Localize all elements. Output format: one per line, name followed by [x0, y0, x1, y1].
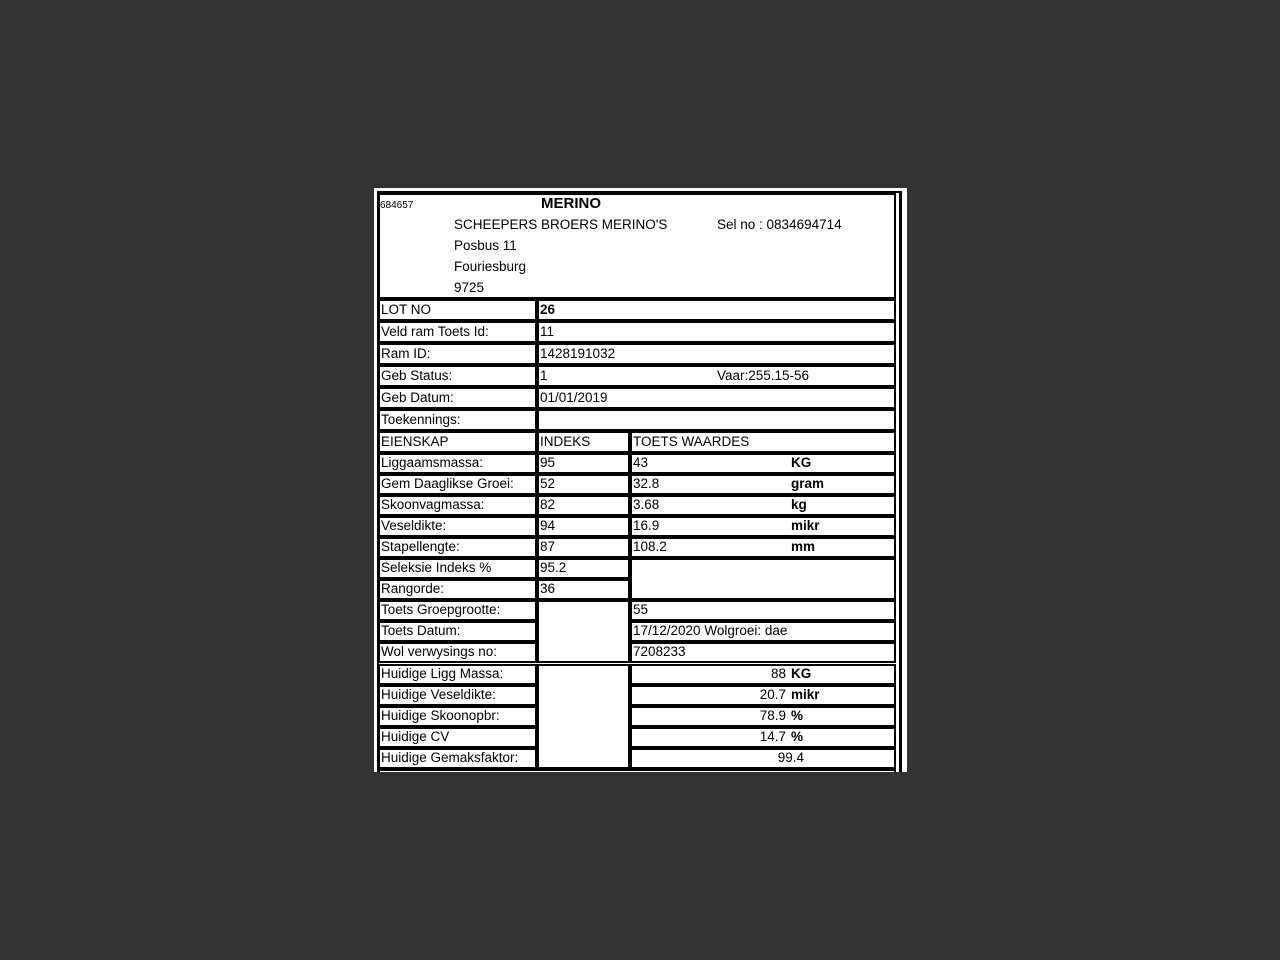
address-line: Posbus 11	[454, 238, 517, 253]
trait-index: 82	[540, 497, 556, 512]
info-value: 1	[540, 368, 548, 383]
info-value-cell	[537, 321, 896, 343]
traits-header-test-values: TOETS WAARDES	[633, 434, 750, 449]
current-value: 99.4	[777, 750, 804, 765]
info-value-cell	[537, 299, 896, 321]
selection-value: 95.2	[540, 560, 567, 575]
current-label: Huidige Skoonopbr:	[381, 708, 500, 723]
test-label: Wol verwysings no:	[381, 644, 498, 659]
current-value: 20.7	[759, 687, 786, 702]
test-label: Toets Datum:	[381, 623, 461, 638]
current-label: Huidige CV	[381, 729, 450, 744]
current-label: Huidige Ligg Massa:	[381, 666, 504, 681]
current-unit: KG	[791, 666, 812, 681]
info-value: 1428191032	[540, 346, 616, 361]
trait-index: 95	[540, 455, 556, 470]
info-label: Geb Status:	[381, 368, 453, 383]
info-value: 01/01/2019	[540, 390, 608, 405]
info-value: 26	[540, 302, 556, 317]
phone-number: Sel no : 0834694714	[717, 217, 842, 232]
current-unit: mikr	[791, 687, 820, 702]
trait-label: Stapellengte:	[381, 539, 460, 554]
trait-unit: gram	[791, 476, 825, 491]
trait-index: 87	[540, 539, 556, 554]
test-value: 7208233	[633, 644, 686, 659]
trait-label: Gem Daaglikse Groei:	[381, 476, 514, 491]
ram-sale-card	[374, 188, 907, 772]
trait-index: 52	[540, 476, 556, 491]
trait-value-cell	[630, 516, 896, 537]
breed-title: MERINO	[541, 195, 601, 212]
trait-value: 32.8	[633, 476, 660, 491]
reference-number: 684657	[380, 200, 414, 211]
trait-unit: mikr	[791, 518, 820, 533]
info-label: Ram ID:	[381, 346, 431, 361]
info-value: 11	[540, 324, 555, 339]
trait-value-cell	[630, 474, 896, 495]
address-line: Fouriesburg	[454, 259, 527, 274]
selection-label: Rangorde:	[381, 581, 445, 596]
current-value: 78.9	[759, 708, 786, 723]
info-value-cell	[537, 409, 896, 431]
trait-label: Skoonvagmassa:	[381, 497, 485, 512]
trait-index: 94	[540, 518, 556, 533]
info-label: Toekennings:	[381, 412, 461, 427]
trait-value: 3.68	[633, 497, 660, 512]
blank-merged-cell	[537, 600, 630, 663]
current-unit: %	[791, 708, 804, 723]
trait-unit: mm	[791, 539, 816, 554]
selection-value: 36	[540, 581, 556, 596]
trait-value: 108.2	[633, 539, 667, 554]
current-label: Huidige Veseldikte:	[381, 687, 496, 702]
test-value: 17/12/2020 Wolgroei: dae	[633, 623, 788, 638]
trait-value-cell	[630, 453, 896, 474]
test-value-cell	[630, 600, 896, 621]
current-label: Huidige Gemaksfaktor:	[381, 750, 519, 765]
test-value: 55	[633, 602, 649, 617]
trait-label: Liggaamsmassa:	[381, 455, 484, 470]
cut-off-row	[378, 769, 896, 772]
traits-header-property: EIENSKAP	[381, 434, 449, 449]
trait-unit: KG	[791, 455, 812, 470]
blank-merged-cell	[630, 558, 896, 600]
breeder-name: SCHEEPERS BROERS MERINO'S	[454, 217, 668, 232]
info-label: Geb Datum:	[381, 390, 454, 405]
trait-label: Veseldikte:	[381, 518, 447, 533]
current-value: 14.7	[759, 729, 786, 744]
traits-header-index: INDEKS	[540, 434, 591, 449]
address-line: 9725	[454, 280, 485, 295]
trait-value-cell	[630, 537, 896, 558]
current-value: 88	[770, 666, 786, 681]
trait-value: 43	[633, 455, 649, 470]
trait-value: 16.9	[633, 518, 660, 533]
info-label: LOT NO	[381, 302, 432, 317]
info-extra: Vaar:255.15-56	[717, 368, 810, 383]
current-value-cell	[630, 748, 896, 769]
blank-merged-cell	[537, 664, 630, 769]
current-value-cell	[630, 664, 896, 685]
current-unit: %	[791, 729, 804, 744]
selection-label: Seleksie Indeks %	[381, 560, 492, 575]
test-label: Toets Groepgrootte:	[381, 602, 501, 617]
trait-value-cell	[630, 495, 896, 516]
info-label: Veld ram Toets Id:	[381, 324, 489, 339]
trait-unit: kg	[791, 497, 807, 512]
